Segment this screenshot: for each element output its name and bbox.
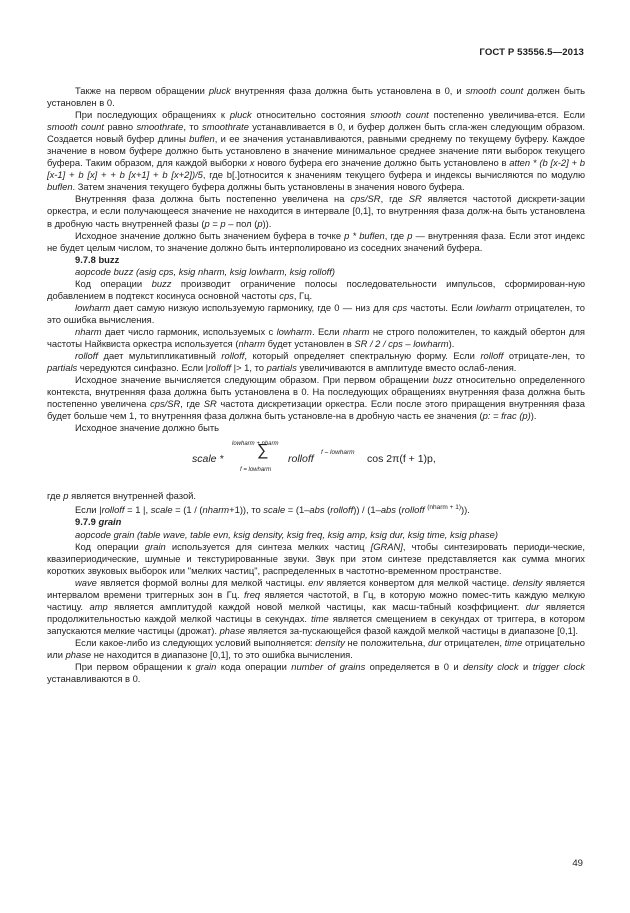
section-heading: 9.7.9 grain	[75, 516, 122, 528]
opcode-signature: aopcode grain (table wave, table evn, ksig density, ksig freq, ksig amp, ksig dur, ksig time, ksig phase)	[75, 528, 498, 540]
formula-rolloff: rolloff	[288, 453, 314, 466]
paragraph: Если |rolloff = 1 |, scale = (1 / (nharm+1)), то scale = (1–abs (rolloff)) / (1–abs (rolloff $^{(nharm + 1)}$)).	[75, 504, 470, 516]
paragraph: lowharm дает самую низкую используемую гармонику, где 0 — низ для cps частоты. Если lowharm отрицателен, то это ошибка вычисления.	[47, 301, 585, 325]
paragraph: При последующих обращениях к pluck относительно состояния smooth count постепенно увеличива-ется. Если smooth count равно smoothrate, то smoothrate устанавливается в 0, и буфер должен быть сгла-жен следующим образом. Создается новый буфер длины buflen, и ее значения устанавливаются, равными среднему по текущему буферу. Каждое значение в новом буфере должно быть установлено в значение минимальное среднее значение пяти выборок текущего буфера. Таким образом, для каждой выборки x нового буфера его значение должно быть установлено в atten * (b [x-2] + b [x-1] + b [x] + + b [x+1] + b [x+2])/5, где b[.]относится к значениям текущего буфера и индексы вычисляются по модулю buflen. Затем значения текущего буфера должны быть установлены в значения нового буфера.	[47, 109, 585, 193]
page-number: 49	[572, 858, 583, 869]
paragraph: Если какое-либо из следующих условий выполняется: density не положительна, dur отрицателен, time отрицательно или phase не находится в диапазоне [0,1], то это ошибка вычисления.	[47, 636, 585, 660]
sum-lower-limit: f = lowharm	[240, 467, 272, 474]
paragraph: nharm дает число гармоник, используемых с lowharm. Если nharm не строго положителен, то каждый обертон для частоты Найквиста оркестра используется (nharm будет установлен в SR / 2 / cps – lowharm).	[47, 325, 585, 349]
paragraph: Также на первом обращении pluck внутренняя фаза должна быть установлена в 0, и smooth count должен быть установлен в 0.	[47, 85, 586, 109]
paragraph: Исходное значение вычисляется следующим образом. При первом обращении buzz относительно определенного контекста, внутренняя фаза должна быть установлена в 0. На последующих обращениях внутренняя фаза должна быть постепенно увеличена cps/SR, где SR частота дискретизации оркестра. Если после этого приращения внутренняя фаза будет больше чем 1, то внутренняя фаза должна быть установле-на в дробную часть ее значения (p: = frac (p)).	[47, 374, 585, 422]
paragraph: При первом обращении к grain кода операции number of grains определяется в 0 и density clock и trigger clock устанавливаются в 0.	[47, 661, 585, 685]
document-header: ГОСТ Р 53556.5—2013	[479, 47, 584, 58]
paragraph: Код операции buzz производит ограничение полосы последовательности импульсов, сформирован-ную добавлением в подтекст косинуса основной частоты cps, Гц.	[47, 277, 585, 301]
section-heading: 9.7.8 buzz	[75, 253, 120, 265]
formula-rest: cos 2π(f + 1)p,	[367, 453, 436, 466]
paragraph: Исходное значение должно быть	[75, 422, 220, 434]
formula-lhs: scale *	[192, 453, 224, 466]
opcode-signature: aopcode buzz (asig cps, ksig nharm, ksig lowharm, ksig rolloff)	[75, 265, 336, 277]
buzz-formula	[47, 438, 585, 490]
formula-exponent: f – lowharm	[321, 449, 355, 457]
paragraph: rolloff дает мультипликативный rolloff, который определяет спектральную форму. Если rolloff отрицате-лен, то partials чередуются синфазно. Если |rolloff |> 1, то partials увеличиваются в амплитуде вместо ослаб-ления.	[47, 350, 585, 374]
sum-symbol: ∑	[257, 442, 269, 460]
document-body	[47, 85, 585, 685]
paragraph: Внутренняя фаза должна быть постепенно увеличена на cps/SR, где SR является частотой дискрети-зации оркестра, и если получающееся значение не находится в интервале [0,1], то внутренняя фаза долж-на быть установлена в дробную часть внутренней фазы (p = p – пол (p)).	[47, 193, 585, 229]
paragraph: где p является внутренней фазой.	[47, 490, 197, 502]
paragraph: Исходное значение должно быть значением буфера в точке p * buflen, где p — внутренняя фаза. Если этот индекс не будет целым числом, то значение должно быть интерполировано из соседних значений буфера.	[47, 229, 585, 253]
paragraph: wave является формой волны для мелкой частицы. env является конвертом для мелкой частице. density является интервалом времени триггерных зон в Гц. freq является частотой, в Гц, в которую можно помес-тить каждую мелкую частицу. amp является амплитудой каждой новой мелкой частицы, как масш-табный коэффициент. dur является продолжительностью каждой мелкой частицы в секундах. time является смещением в секундах от триггера, в котором запускаются мелкие частицы (дрожат). phase является за-пускающейся фазой каждой мелкой частицы в диапазоне [0,1].	[47, 576, 585, 636]
paragraph: Код операции grain используется для синтеза мелких частиц [GRAN], чтобы синтезировать периоди-ческие, квазипериодические, шумные и текстурированные звуки. Звук при этом синтезе представляется как сумма многих коротких звуковых выборок или "мелких частиц", распределенных в частотно-временном пространстве.	[47, 540, 585, 576]
sum-upper-limit: lowharm + nharm	[232, 441, 279, 448]
